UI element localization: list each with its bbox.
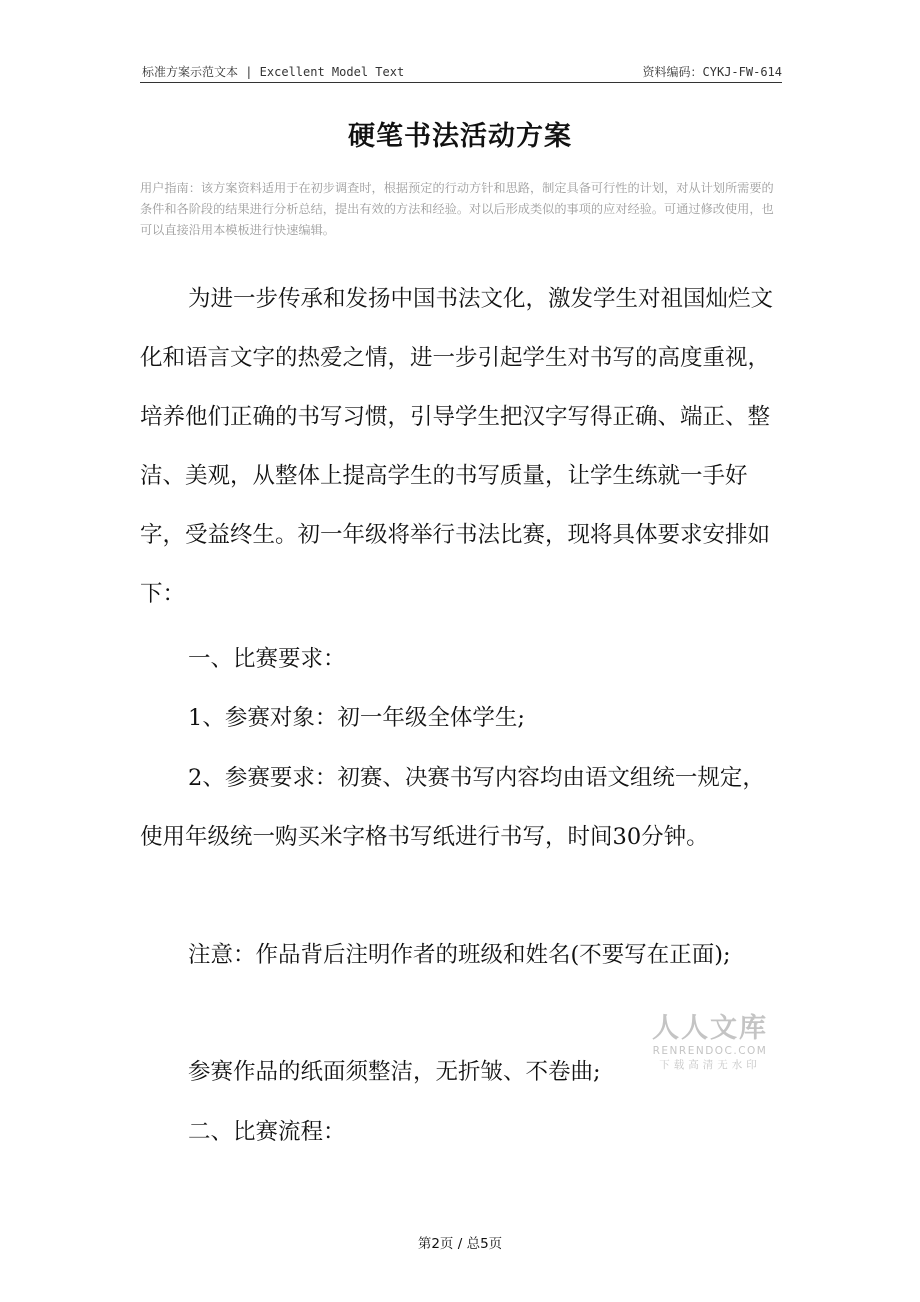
requirement-item-rules: 2、参赛要求：初赛、决赛书写内容均由语文组统一规定，使用年级统一购买米字格书写纸进行书写，时间30分钟。 [140, 765, 765, 850]
page-number: 第2页 / 总5页 [417, 1236, 503, 1252]
requirement-item-participants: 1、参赛对象：初一年级全体学生; [188, 705, 525, 731]
user-guide-text: 用户指南：该方案资料适用于在初步调查时，根据预定的行动方针和思路，制定具备可行性的计划，对从计划所需要的条件和各阶段的结果进行分析总结，提出有效的方法和经验。对以后形成类似的事项的应对经验。可通过修改使用，也可以直接沿用本模板进行快速编辑。 [140, 181, 774, 237]
watermark-tagline: 下载高清无水印 [659, 1059, 761, 1071]
document-title: 硬笔书法活动方案 [348, 121, 572, 152]
intro-paragraph: 为进一步传承和发扬中国书法文化，激发学生对祖国灿烂文化和语言文字的热爱之情，进一步引起学生对书写的高度重视，培养他们正确的书写习惯，引导学生把汉字写得正确、端正、整洁、美观，从整体上提高学生的书写质量，让学生练就一手好字，受益终生。初一年级将举行书法比赛，现将具体要求安排如下： [140, 286, 774, 607]
watermark-brand: 人人文库 [652, 1013, 768, 1044]
section-heading-process: 二、比赛流程： [188, 1119, 346, 1145]
watermark-domain: RENRENDOC.COM [652, 1045, 768, 1057]
note-paragraph: 注意：作品背后注明作者的班级和姓名(不要写在正面); [188, 942, 731, 968]
watermark-logo [648, 1013, 772, 1072]
header-doc-type: 标准方案示范文本 | Excellent Model Text [142, 65, 405, 79]
header-doc-code: 资料编码：CYKJ-FW-614 [642, 65, 782, 79]
paper-requirement-paragraph: 参赛作品的纸面须整洁，无折皱、不卷曲; [188, 1059, 601, 1085]
section-heading-requirements: 一、比赛要求： [188, 646, 346, 672]
page-header [140, 62, 782, 83]
